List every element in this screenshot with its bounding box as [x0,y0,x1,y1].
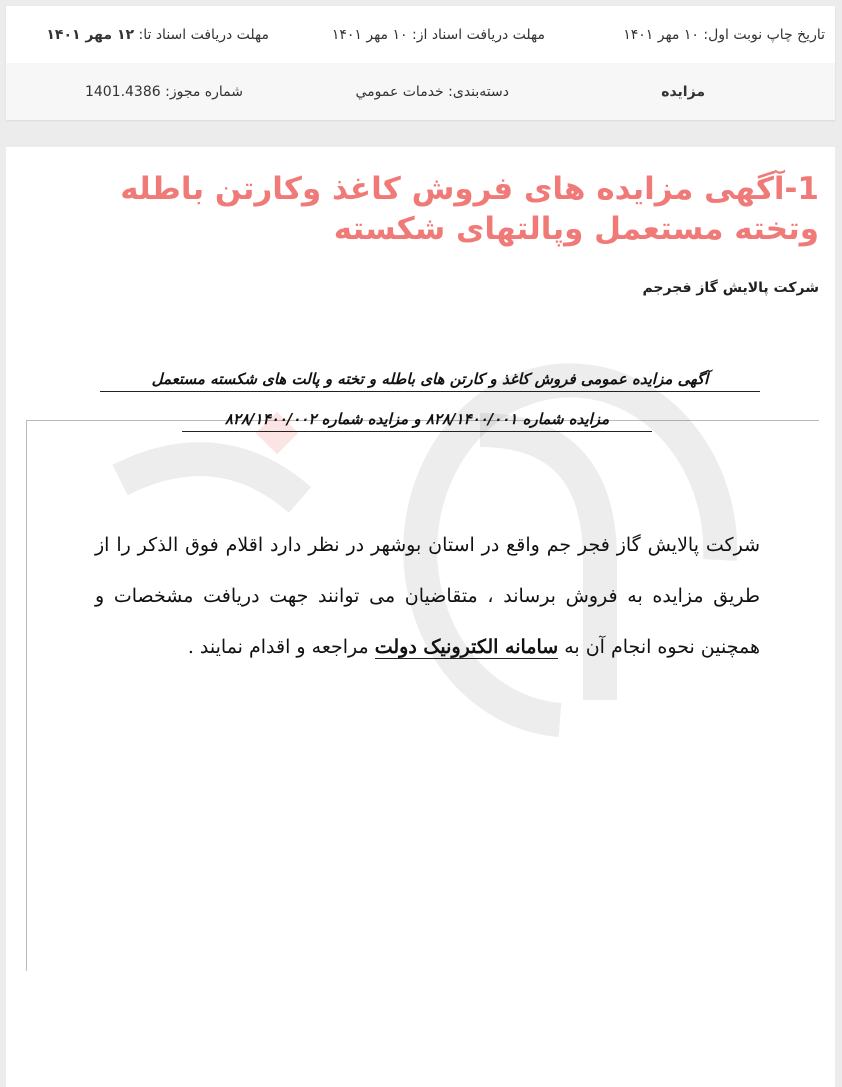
doc-body-text: شرکت پالایش گاز فجر جم واقع در استان بوشهر در نظر دارد اقلام فوق الذکر را از طریق مزایده به فروش برساند ، متقاضیان می توانند جهت دریافت مشخصات و همچنین نحوه انجام آن به [95,534,760,658]
license-value: 1401.4386 [84,83,161,100]
company-name: شرکت پالایش گاز فجرجم [642,280,819,296]
meta-row-info [6,63,835,120]
doc-body-end: مراجعه و اقدام نمایند . [187,636,369,658]
article-title: 1-آگهی مزایده های فروش کاغذ وکارتن باطله وتخته مستعمل وپالتهای شکسته [120,171,819,247]
doc-receive-to [46,27,269,43]
doc-subheading: مزایده شماره ۸۲۸/۱۴۰۰/۰۰۱ و مزایده شماره ۸۲۸/۱۴۰۰/۰۰۲ [182,410,652,432]
license-number [85,84,243,100]
license-label: شماره مجوز: [165,83,243,100]
doc-to-value: ۱۲ مهر ۱۴۰۱ [46,26,135,43]
auction-type: مزایده [661,83,705,100]
meta-row-dates [6,6,835,63]
doc-heading: آگهی مزایده عمومی فروش کاغذ و کارتن های باطله و تخته و پالت های شکسته مستعمل [100,370,760,392]
doc-body [95,520,760,673]
advertisement-image [26,420,819,971]
first-print-date: تاریخ چاپ نوبت اول: ۱۰ مهر ۱۴۰۱ [623,26,825,43]
auction-meta-card [6,6,835,120]
doc-receive-from: مهلت دریافت اسناد از: ۱۰ مهر ۱۴۰۱ [331,26,545,43]
e-government-system-link: سامانه الکترونیک دولت [374,636,559,658]
doc-to-label: مهلت دریافت اسناد تا: [138,26,269,43]
category: دسته‌بندی: خدمات عمومي [355,83,509,100]
